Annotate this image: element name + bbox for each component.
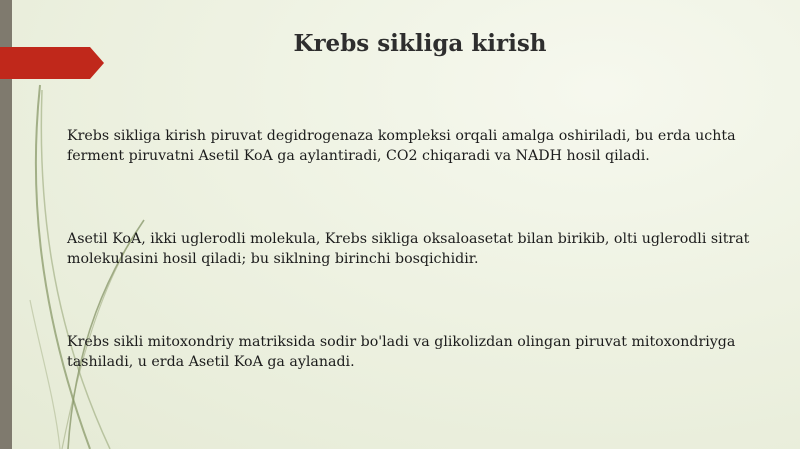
- slide-title: Krebs sikliga kirish: [293, 30, 547, 57]
- paragraph-1: Krebs sikliga kirish piruvat degidrogenaza kompleksi orqali amalga oshiriladi, bu erda uchta ferment piruvatni Asetil KoA ga aylantiradi, CO2 chiqaradi va NADH hosil qiladi.: [67, 128, 736, 164]
- paragraph-2: Asetil KoA, ikki uglerodli molekula, Krebs sikliga oksaloasetat bilan birikib, olti uglerodli sitrat molekulasini hosil qiladi; bu siklning birinchi bosqichidir.: [67, 231, 750, 267]
- red-arrow-tab: [0, 47, 104, 79]
- paragraph-3: Krebs sikli mitoxondriy matriksida sodir bo'ladi va glikolizdan olingan piruvat mitoxondriyga tashiladi, u erda Asetil KoA ga aylanadi.: [67, 334, 736, 370]
